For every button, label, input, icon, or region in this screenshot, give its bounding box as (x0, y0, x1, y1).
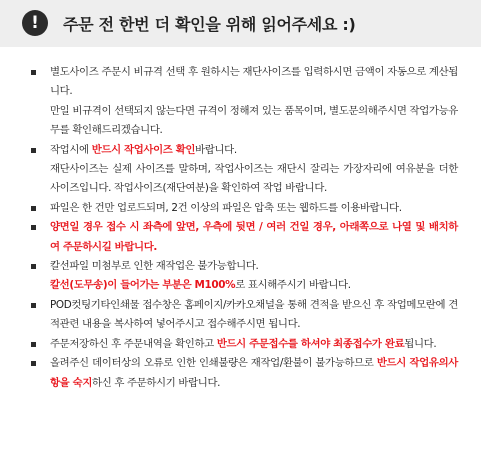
notice-item-custom-size (26, 63, 458, 141)
notice-text: POD컷팅기타인쇄물 접수창은 홈페이지/카카오채널을 통해 견적을 받으신 후 작업메모란에 견적관련 내용을 복사하여 넣어주시고 접수해주시면 됩니다. (50, 298, 458, 331)
notice-text (50, 276, 458, 295)
notice-item-pod-cutting (26, 296, 458, 335)
bullet-icon (31, 342, 36, 347)
notice-item-work-size (26, 141, 458, 199)
notice-text: 만일 비규격이 선택되지 않는다면 규격이 정해져 있는 품목이며, 별도문의해주시면 작업가능유무를 확인해드리겠습니다. (50, 104, 458, 137)
notice-text-plain: 올려주신 데이터상의 오류로 인한 인쇄불량은 재작업/환불이 불가능하므로 (50, 357, 377, 370)
notice-text-plain: 로 표시해주시기 바랍니다. (235, 279, 351, 292)
bullet-icon (31, 225, 36, 230)
notice-text-plain: 바랍니다. (195, 143, 237, 156)
notice-highlight: 양면일 경우 접수 시 좌측에 앞면, 우측에 뒷면 / 여러 건일 경우, 아래쪽으로 나열 및 배치하여 주문하시길 바랍니다. (50, 221, 458, 253)
notice-text (50, 335, 458, 354)
notice-list (26, 63, 458, 393)
notice-text-plain: 됩니다. (404, 337, 437, 350)
notice-title: 주문 전 한번 더 확인을 위해 읽어주세요 :) (63, 15, 356, 34)
bullet-icon (31, 361, 36, 366)
bullet-icon (31, 70, 36, 75)
notice-text-plain: 작업시에 (50, 143, 92, 156)
exclamation-icon: ! (22, 10, 48, 36)
notice-item-file-upload (26, 199, 458, 218)
notice-text: 별도사이즈 주문시 비규격 선택 후 원하시는 재단사이즈를 입력하시면 금액이 자동으로 계산됩니다. (50, 66, 458, 98)
notice-item-order-submit (26, 335, 458, 354)
notice-highlight: 반드시 작업사이즈 확인 (91, 143, 196, 156)
notice-text: 재단사이즈는 실제 사이즈를 말하며, 작업사이즈는 재단시 잘리는 가장자리에 여유분을 더한 사이즈입니다. 작업사이즈(재단여분)을 확인하여 작업 바랍니다. (50, 163, 458, 195)
notice-highlight: 반드시 작업유의사항을 숙지 (50, 357, 458, 389)
bullet-icon (31, 303, 36, 308)
bullet-icon (31, 206, 36, 211)
notice-text: 파일은 한 건만 업로드되며, 2건 이상의 파일은 압축 또는 웹하드를 이용바랍니다. (50, 201, 402, 214)
notice-item-cutline (26, 257, 458, 296)
notice-text-plain: 주문저장하신 후 주문내역을 확인하고 (50, 337, 217, 350)
notice-item-data-error (26, 354, 458, 393)
notice-text: 칼선파일 미첨부로 인한 재작업은 불가능합니다. (50, 260, 259, 273)
bullet-icon (31, 148, 36, 153)
notice-text-plain: 하신 후 주문하시기 바랍니다. (92, 376, 221, 389)
notice-text (50, 141, 458, 160)
notice-header (0, 0, 481, 47)
notice-highlight: 반드시 주문접수를 하셔야 최종접수가 완료 (216, 337, 405, 350)
notice-item-double-sided (26, 218, 458, 257)
notice-highlight: 칼선(도무송)이 들어가는 부분은 M100% (50, 279, 236, 292)
bullet-icon (31, 264, 36, 269)
notice-text (50, 354, 458, 393)
